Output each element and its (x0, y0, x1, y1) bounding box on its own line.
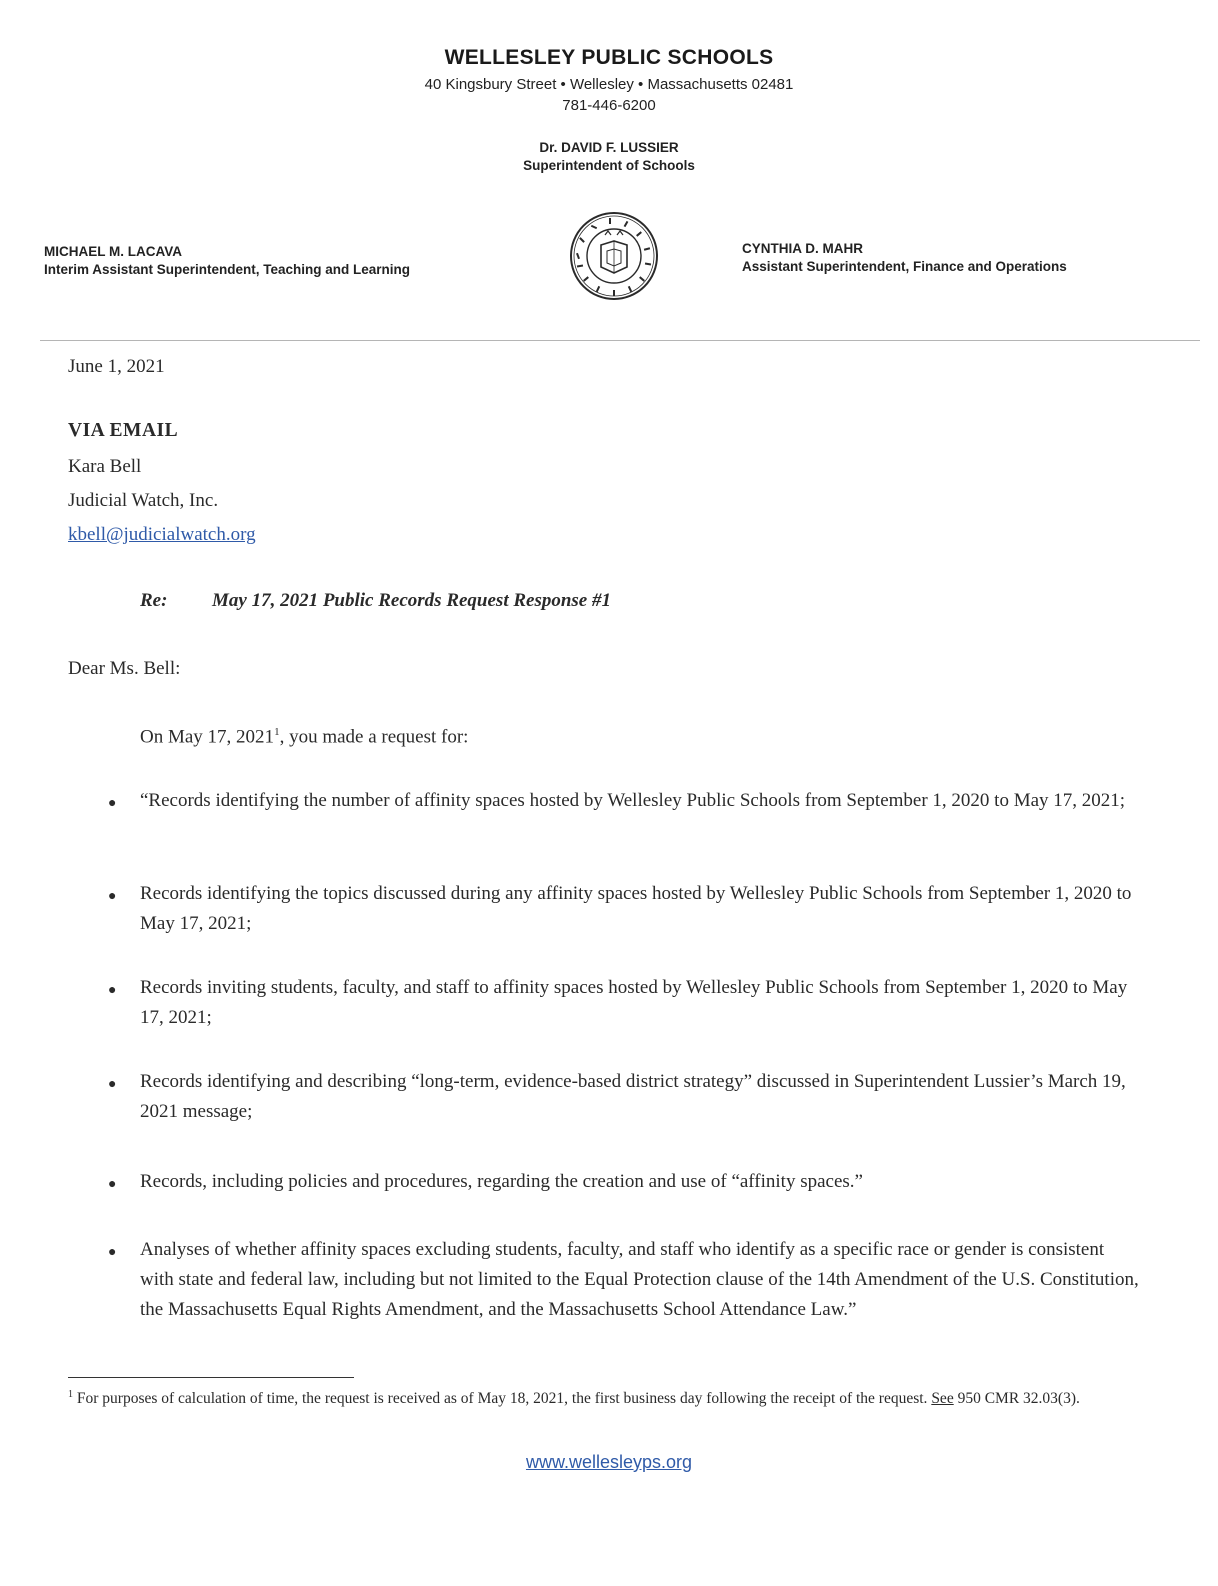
re-label: Re: (140, 590, 168, 611)
footnote-reference: 1 (274, 726, 280, 738)
superintendent-name: Dr. DAVID F. LUSSIER (539, 140, 679, 155)
footnote-text-after: 950 CMR 32.03(3). (953, 1390, 1080, 1408)
re-subject: May 17, 2021 Public Records Request Response #1 (212, 590, 611, 611)
recipient-org: Judicial Watch, Inc. (68, 490, 219, 511)
district-seal-icon (569, 211, 659, 301)
left-official (44, 243, 410, 279)
delivery-method: VIA EMAIL (68, 420, 179, 441)
bullet-icon: ● (108, 1077, 117, 1092)
bullet-icon: ● (108, 889, 117, 904)
footnote-divider (68, 1377, 354, 1378)
bullet-icon: ● (108, 796, 117, 811)
list-item: Records identifying the topics discussed during any affinity spaces hosted by Wellesley Public Schools from September 1, 2020 to May 17, 2021; (140, 883, 1132, 934)
intro-text-before: On May 17, 2021 (140, 726, 275, 748)
left-official-title: Interim Assistant Superintendent, Teaching and Learning (44, 262, 411, 277)
right-official-name: CYNTHIA D. MAHR (742, 241, 863, 256)
footnote-mark: 1 (68, 1389, 73, 1400)
recipient-name: Kara Bell (68, 456, 142, 477)
list-item: Records inviting students, faculty, and staff to affinity spaces hosted by Wellesley Public Schools from September 1, 2020 to May 17, 2021; (140, 977, 1128, 1028)
list-item: Records, including policies and procedures, regarding the creation and use of “affinity spaces.” (140, 1171, 863, 1192)
list-item: “Records identifying the number of affinity spaces hosted by Wellesley Public Schools from September 1, 2020 to May 17, 2021; (140, 790, 1126, 811)
school-address: 40 Kingsbury Street • Wellesley • Massachusetts 02481 (424, 76, 794, 93)
right-official (742, 240, 1067, 276)
recipient-email-link[interactable]: kbell@judicialwatch.org (68, 524, 256, 545)
list-item: Records identifying and describing “long-term, evidence-based district strategy” discussed in Superintendent Lussier’s March 19, 2021 message; (140, 1071, 1126, 1122)
footnote (68, 1384, 1148, 1409)
list-item: Analyses of whether affinity spaces excluding students, faculty, and staff who identify as a specific race or gender is consistent with state and federal law, including but not limited to the Equal Protection clause of the 14th Amendment of the U.S. Constitution, the Massachusetts Equal Rights Amendment, and the Massachusetts School Attendance Law.” (140, 1239, 1139, 1320)
left-official-name: MICHAEL M. LACAVA (44, 244, 182, 259)
superintendent-title: Superintendent of Schools (523, 158, 695, 173)
intro-paragraph (140, 726, 468, 748)
intro-text-after: , you made a request for: (279, 726, 469, 748)
footnote-see: See (931, 1390, 954, 1408)
bullet-icon: ● (108, 983, 117, 998)
bullet-icon: ● (108, 1245, 117, 1260)
salutation: Dear Ms. Bell: (68, 658, 181, 679)
bullet-icon: ● (108, 1177, 117, 1192)
footnote-text-before: For purposes of calculation of time, the request is received as of May 18, 2021, the first business day following the receipt of the request. (73, 1390, 932, 1408)
school-name: WELLESLEY PUBLIC SCHOOLS (444, 46, 774, 69)
letter-date: June 1, 2021 (68, 356, 165, 377)
right-official-title: Assistant Superintendent, Finance and Operations (742, 259, 1067, 274)
school-phone: 781-446-6200 (562, 97, 656, 114)
website-link[interactable]: www.wellesleyps.org (525, 1452, 693, 1472)
letterhead-divider (40, 340, 1200, 341)
